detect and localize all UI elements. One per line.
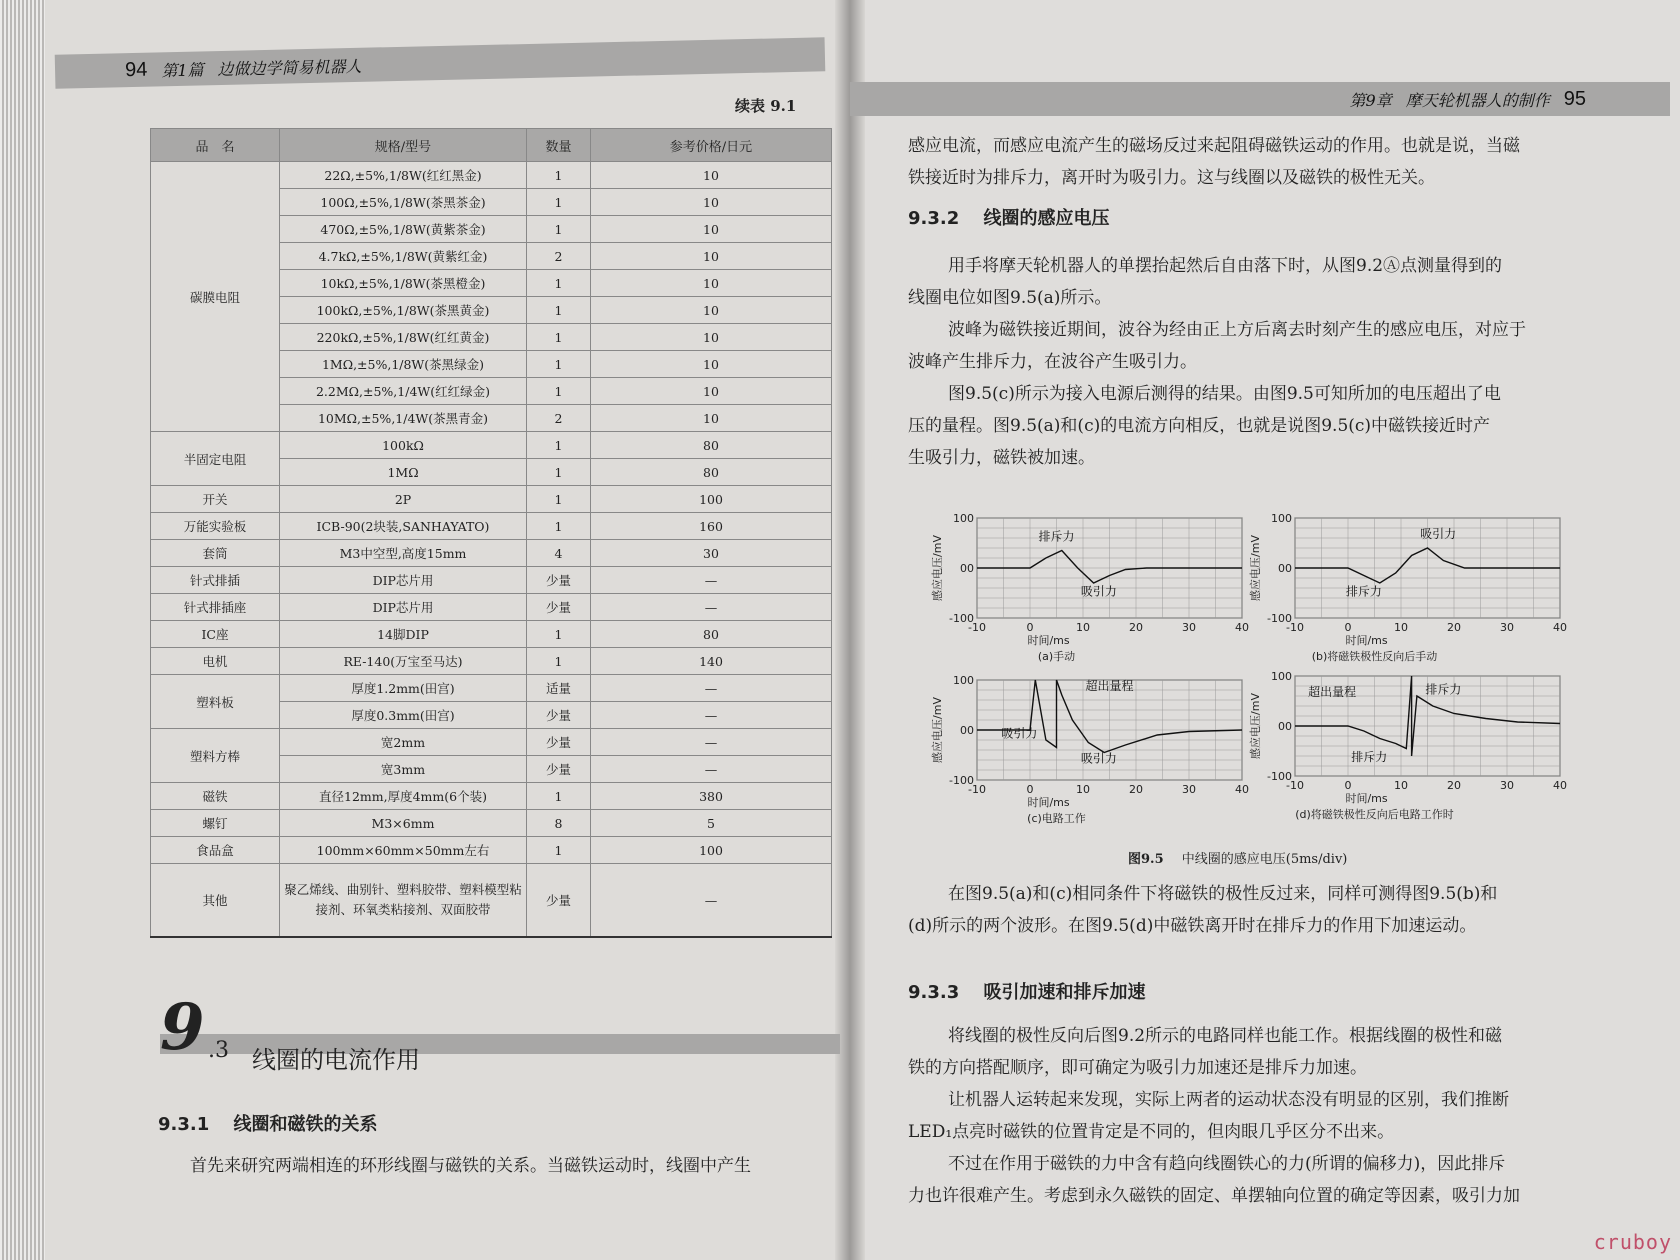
y-tick-label: -100 <box>1267 612 1292 625</box>
annotation-label: 吸引力 <box>1420 527 1457 541</box>
paragraph-after-figure <box>908 878 1497 942</box>
cell-spec: 聚乙烯线、曲别针、塑料胶带、塑料模型粘接剂、环氧类粘接剂、双面胶带 <box>280 864 527 938</box>
cell-spec: 直径12mm,厚度4mm(6个装) <box>280 783 527 810</box>
figure-caption-text: 中线圈的感应电压(5ms/div) <box>1181 852 1348 867</box>
section-number-big: 9 <box>160 990 205 1065</box>
cell-qty: 1 <box>527 324 591 351</box>
cell-spec: 宽3mm <box>280 756 527 783</box>
cell-price: 160 <box>591 513 832 540</box>
left-header-part: 第1篇 <box>161 59 204 80</box>
figure-caption <box>1128 848 1347 867</box>
cell-qty: 少量 <box>527 864 591 938</box>
text-line: 铁的方向搭配顺序，即可确定为吸引力加速还是排斥力加速。 <box>908 1058 1367 1078</box>
page-stack-edge <box>0 0 48 1260</box>
cell-qty: 1 <box>527 189 591 216</box>
right-header-chapter: 第9章 <box>1349 90 1392 110</box>
cell-qty: 1 <box>527 270 591 297</box>
cell-price: — <box>591 729 832 756</box>
cell-name: 磁铁 <box>151 783 280 810</box>
cell-spec: 10MΩ,±5%,1/4W(茶黑青金) <box>280 405 527 432</box>
cell-price: 5 <box>591 810 832 837</box>
cell-spec: M3×6mm <box>280 810 527 837</box>
table-row <box>151 837 832 864</box>
cell-price: 80 <box>591 459 832 486</box>
table-row <box>151 621 832 648</box>
subsection-933 <box>908 978 1146 1004</box>
x-tick-label: 30 <box>1500 621 1514 634</box>
cell-name: 电机 <box>151 648 280 675</box>
y-tick-label: -100 <box>1267 770 1292 783</box>
text-line: LED₁点亮时磁铁的位置肯定是不同的，但肉眼几乎区分不出来。 <box>908 1122 1395 1142</box>
subsection-931 <box>158 1110 378 1136</box>
section-number-small: .3 <box>208 1038 229 1063</box>
cell-price: 80 <box>591 621 832 648</box>
cell-spec: 100mm×60mm×50mm左右 <box>280 837 527 864</box>
chart-caption: (d)将磁铁极性反向后电路工作时 <box>1295 808 1454 821</box>
cell-qty: 1 <box>527 432 591 459</box>
y-axis-label: 感应电压/mV <box>1249 535 1262 601</box>
x-tick-label: 40 <box>1553 779 1567 792</box>
cell-spec: RE-140(万宝至马达) <box>280 648 527 675</box>
y-axis-label: 感应电压/mV <box>931 697 944 763</box>
table-row <box>151 810 832 837</box>
left-page-number: 94 <box>124 58 148 81</box>
x-tick-label: 40 <box>1553 621 1567 634</box>
text-line: 图9.5(c)所示为接入电源后测得的结果。由图9.5可知所加的电压超出了电 <box>948 384 1501 404</box>
table-row <box>151 864 832 938</box>
x-tick-label: 40 <box>1235 621 1249 634</box>
subsection-931-number: 9.3.1 <box>158 1114 210 1135</box>
cell-name: 针式排插座 <box>151 594 280 621</box>
subsection-932 <box>908 204 1110 230</box>
cell-spec: 220kΩ,±5%,1/8W(红红黄金) <box>280 324 527 351</box>
text-line: 生吸引力，磁铁被加速。 <box>908 448 1095 468</box>
cell-price: 10 <box>591 351 832 378</box>
cell-price: 140 <box>591 648 832 675</box>
cell-spec: 宽2mm <box>280 729 527 756</box>
cell-spec: 1MΩ,±5%,1/8W(茶黑绿金) <box>280 351 527 378</box>
cell-price: 380 <box>591 783 832 810</box>
text-line: 不过在作用于磁铁的力中含有趋向线圈铁心的力(所谓的偏移力)，因此排斥 <box>948 1154 1506 1174</box>
x-tick-label: 0 <box>1344 779 1352 792</box>
col-qty: 数量 <box>527 129 591 162</box>
text-line: 在图9.5(a)和(c)相同条件下将磁铁的极性反过来，同样可测得图9.5(b)和 <box>948 884 1498 904</box>
text-line: 线圈电位如图9.5(a)所示。 <box>908 288 1112 308</box>
book-gutter <box>835 0 865 1260</box>
table-row <box>151 486 832 513</box>
cell-name: 开关 <box>151 486 280 513</box>
cell-qty: 1 <box>527 648 591 675</box>
table-row <box>151 567 832 594</box>
cell-price: 10 <box>591 297 832 324</box>
subsection-932-number: 9.3.2 <box>908 208 960 229</box>
y-tick-label: 00 <box>1278 720 1292 733</box>
cell-name: 半固定电阻 <box>151 432 280 486</box>
y-tick-label: 00 <box>960 562 974 575</box>
x-tick-label: 20 <box>1447 779 1461 792</box>
cell-qty: 1 <box>527 216 591 243</box>
cell-name: 塑料板 <box>151 675 280 729</box>
cell-name: 塑料方棒 <box>151 729 280 783</box>
left-header-title: 边做边学简易机器人 <box>217 56 362 79</box>
table-row <box>151 729 832 756</box>
table-header-row <box>151 129 832 162</box>
cell-qty: 2 <box>527 405 591 432</box>
cell-price: 80 <box>591 432 832 459</box>
y-tick-label: 100 <box>1271 512 1292 525</box>
x-tick-label: 30 <box>1500 779 1514 792</box>
cell-price: — <box>591 864 832 938</box>
cell-qty: 少量 <box>527 594 591 621</box>
table-caption: 续表 9.1 <box>735 97 797 115</box>
cell-qty: 1 <box>527 621 591 648</box>
cell-spec: DIP芯片用 <box>280 594 527 621</box>
cell-price: 10 <box>591 270 832 297</box>
chart-caption: (b)将磁铁极性反向后手动 <box>1311 650 1438 663</box>
cell-spec: M3中空型,高度15mm <box>280 540 527 567</box>
cell-name: 万能实验板 <box>151 513 280 540</box>
annotation-label: 吸引力 <box>1080 584 1117 599</box>
cell-qty: 1 <box>527 486 591 513</box>
cell-spec: DIP芯片用 <box>280 567 527 594</box>
cell-spec: 100kΩ,±5%,1/8W(茶黑黄金) <box>280 297 527 324</box>
cell-name: 针式排插 <box>151 567 280 594</box>
table-row <box>151 513 832 540</box>
text-line: 用手将摩天轮机器人的单摆抬起然后自由落下时，从图9.2Ⓐ点测量得到的 <box>948 256 1503 276</box>
x-tick-label: 10 <box>1394 621 1408 634</box>
cell-qty: 2 <box>527 243 591 270</box>
section-title: 线圈的电流作用 <box>252 1046 420 1074</box>
text-line: (d)所示的两个波形。在图9.5(d)中磁铁离开时在排斥力的作用下加速运动。 <box>908 916 1477 936</box>
subsection-933-number: 9.3.3 <box>908 982 960 1003</box>
col-price: 参考价格/日元 <box>591 129 832 162</box>
cell-price: — <box>591 567 832 594</box>
chart-caption: (c)电路工作 <box>1027 812 1086 825</box>
cell-name: IC座 <box>151 621 280 648</box>
table-row <box>151 783 832 810</box>
cell-spec: 2P <box>280 486 527 513</box>
cell-spec: 22Ω,±5%,1/8W(红红黑金) <box>280 162 527 189</box>
x-axis-label: 时间/ms <box>1027 634 1070 647</box>
cell-spec: 14脚DIP <box>280 621 527 648</box>
cell-qty: 1 <box>527 297 591 324</box>
table-row <box>151 432 832 459</box>
x-tick-label: 40 <box>1235 783 1249 796</box>
cell-price: 10 <box>591 243 832 270</box>
cell-name: 食品盒 <box>151 837 280 864</box>
subsection-931-title: 线圈和磁铁的关系 <box>233 1114 378 1135</box>
x-axis-label: 时间/ms <box>1345 792 1388 805</box>
cell-qty: 1 <box>527 459 591 486</box>
y-tick-label: 100 <box>953 674 974 687</box>
annotation-label: 排斥力 <box>1351 750 1388 764</box>
cell-price: 10 <box>591 405 832 432</box>
x-tick-label: 0 <box>1344 621 1352 634</box>
cell-name: 套筒 <box>151 540 280 567</box>
cell-name: 其他 <box>151 864 280 938</box>
cell-name: 碳膜电阻 <box>151 162 280 432</box>
text-line: 波峰为磁铁接近期间，波谷为经由正上方后离去时刻产生的感应电压，对应于 <box>948 320 1526 340</box>
cell-price: — <box>591 594 832 621</box>
cell-qty: 少量 <box>527 702 591 729</box>
subsection-932-title: 线圈的感应电压 <box>983 208 1110 229</box>
x-axis-label: 时间/ms <box>1345 634 1388 647</box>
table-row <box>151 162 832 189</box>
right-header-title: 摩天轮机器人的制作 <box>1405 90 1550 110</box>
y-axis-label: 感应电压/mV <box>1249 693 1262 759</box>
table-row <box>151 648 832 675</box>
cell-spec: 470Ω,±5%,1/8W(黄紫茶金) <box>280 216 527 243</box>
cell-price: 10 <box>591 162 832 189</box>
x-tick-label: -10 <box>1286 779 1304 792</box>
table-row <box>151 594 832 621</box>
y-tick-label: -100 <box>949 612 974 625</box>
paragraph-933 <box>908 1020 1520 1212</box>
cell-price: 10 <box>591 216 832 243</box>
cell-spec: 2.2MΩ,±5%,1/4W(红红绿金) <box>280 378 527 405</box>
x-tick-label: 20 <box>1129 621 1143 634</box>
cell-spec: 1MΩ <box>280 459 527 486</box>
x-tick-label: 20 <box>1129 783 1143 796</box>
cell-qty: 1 <box>527 162 591 189</box>
x-tick-label: 10 <box>1394 779 1408 792</box>
annotation-label: 超出量程 <box>1308 685 1357 699</box>
annotation-label: 排斥力 <box>1425 682 1462 697</box>
text-line: 力也许很难产生。考虑到永久磁铁的固定、单摆轴向位置的确定等因素，吸引力加 <box>908 1186 1520 1206</box>
paragraph-932 <box>908 250 1526 474</box>
cell-qty: 1 <box>527 783 591 810</box>
y-tick-label: 00 <box>960 724 974 737</box>
cell-price: 100 <box>591 486 832 513</box>
cell-qty: 少量 <box>527 729 591 756</box>
annotation-label: 吸引力 <box>1080 751 1117 766</box>
annotation-label: 吸引力 <box>1001 726 1038 741</box>
cell-qty: 8 <box>527 810 591 837</box>
table-row <box>151 540 832 567</box>
x-tick-label: 30 <box>1182 621 1196 634</box>
text-line: 压的量程。图9.5(a)和(c)的电流方向相反，也就是说图9.5(c)中磁铁接近时产 <box>908 416 1491 436</box>
cell-spec: 100kΩ <box>280 432 527 459</box>
text-line: 铁接近时为排斥力，离开时为吸引力。这与线圈以及磁铁的极性无关。 <box>908 168 1435 188</box>
text-line: 波峰产生排斥力，在波谷产生吸引力。 <box>908 352 1197 372</box>
cell-price: — <box>591 756 832 783</box>
cell-price: 10 <box>591 324 832 351</box>
cell-qty: 4 <box>527 540 591 567</box>
x-axis-label: 时间/ms <box>1027 796 1070 809</box>
intro-paragraph <box>908 130 1520 194</box>
table-row <box>151 675 832 702</box>
cell-spec: 厚度0.3mm(田宫) <box>280 702 527 729</box>
cell-qty: 1 <box>527 837 591 864</box>
cell-spec: 10kΩ,±5%,1/8W(茶黑橙金) <box>280 270 527 297</box>
cell-spec: 100Ω,±5%,1/8W(茶黑茶金) <box>280 189 527 216</box>
cell-qty: 少量 <box>527 756 591 783</box>
figure-9-5 <box>915 500 1565 840</box>
text-line: 让机器人运转起来发现，实际上两者的运动状态没有明显的区别，我们推断 <box>948 1090 1509 1110</box>
cell-price: 30 <box>591 540 832 567</box>
x-tick-label: 0 <box>1026 783 1034 796</box>
cell-spec: ICB-90(2块装,SANHAYATO) <box>280 513 527 540</box>
section-heading <box>160 990 840 1074</box>
right-page-number: 95 <box>1563 87 1586 110</box>
x-tick-label: -10 <box>968 783 986 796</box>
figure-caption-label: 图9.5 <box>1128 852 1164 867</box>
annotation-label: 排斥力 <box>1345 584 1382 599</box>
cell-qty: 适量 <box>527 675 591 702</box>
x-tick-label: 30 <box>1182 783 1196 796</box>
annotation-label: 超出量程 <box>1085 679 1134 693</box>
cell-spec: 厚度1.2mm(田宫) <box>280 675 527 702</box>
subsection-933-title: 吸引加速和排斥加速 <box>983 982 1146 1003</box>
cell-qty: 1 <box>527 513 591 540</box>
y-tick-label: -100 <box>949 774 974 787</box>
annotation-label: 排斥力 <box>1038 529 1075 544</box>
watermark: cruboy <box>1593 1230 1672 1254</box>
cell-price: 10 <box>591 189 832 216</box>
cell-price: 10 <box>591 378 832 405</box>
x-tick-label: -10 <box>968 621 986 634</box>
y-tick-label: 100 <box>1271 670 1292 683</box>
col-spec: 规格/型号 <box>280 129 527 162</box>
y-axis-label: 感应电压/mV <box>931 535 944 601</box>
x-tick-label: 10 <box>1076 621 1090 634</box>
chart-caption: (a)手动 <box>1037 650 1076 663</box>
cell-spec: 4.7kΩ,±5%,1/8W(黄紫红金) <box>280 243 527 270</box>
x-tick-label: 20 <box>1447 621 1461 634</box>
table-body <box>151 162 832 938</box>
x-tick-label: 10 <box>1076 783 1090 796</box>
cell-price: — <box>591 702 832 729</box>
cell-price: — <box>591 675 832 702</box>
right-header <box>850 82 1670 116</box>
left-paragraph: 首先来研究两端相连的环形线圈与磁铁的关系。当磁铁运动时，线圈中产生 <box>190 1156 751 1176</box>
text-line: 将线圈的极性反向后图9.2所示的电路同样也能工作。根据线圈的极性和磁 <box>948 1026 1503 1046</box>
cell-qty: 1 <box>527 378 591 405</box>
x-tick-label: 0 <box>1026 621 1034 634</box>
x-tick-label: -10 <box>1286 621 1304 634</box>
parts-table <box>150 128 832 938</box>
y-tick-label: 00 <box>1278 562 1292 575</box>
text-line: 感应电流，而感应电流产生的磁场反过来起阻碍磁铁运动的作用。也就是说，当磁 <box>908 136 1520 156</box>
cell-qty: 1 <box>527 351 591 378</box>
cell-price: 100 <box>591 837 832 864</box>
y-tick-label: 100 <box>953 512 974 525</box>
cell-qty: 少量 <box>527 567 591 594</box>
cell-name: 螺钉 <box>151 810 280 837</box>
col-name: 品 名 <box>151 129 280 162</box>
